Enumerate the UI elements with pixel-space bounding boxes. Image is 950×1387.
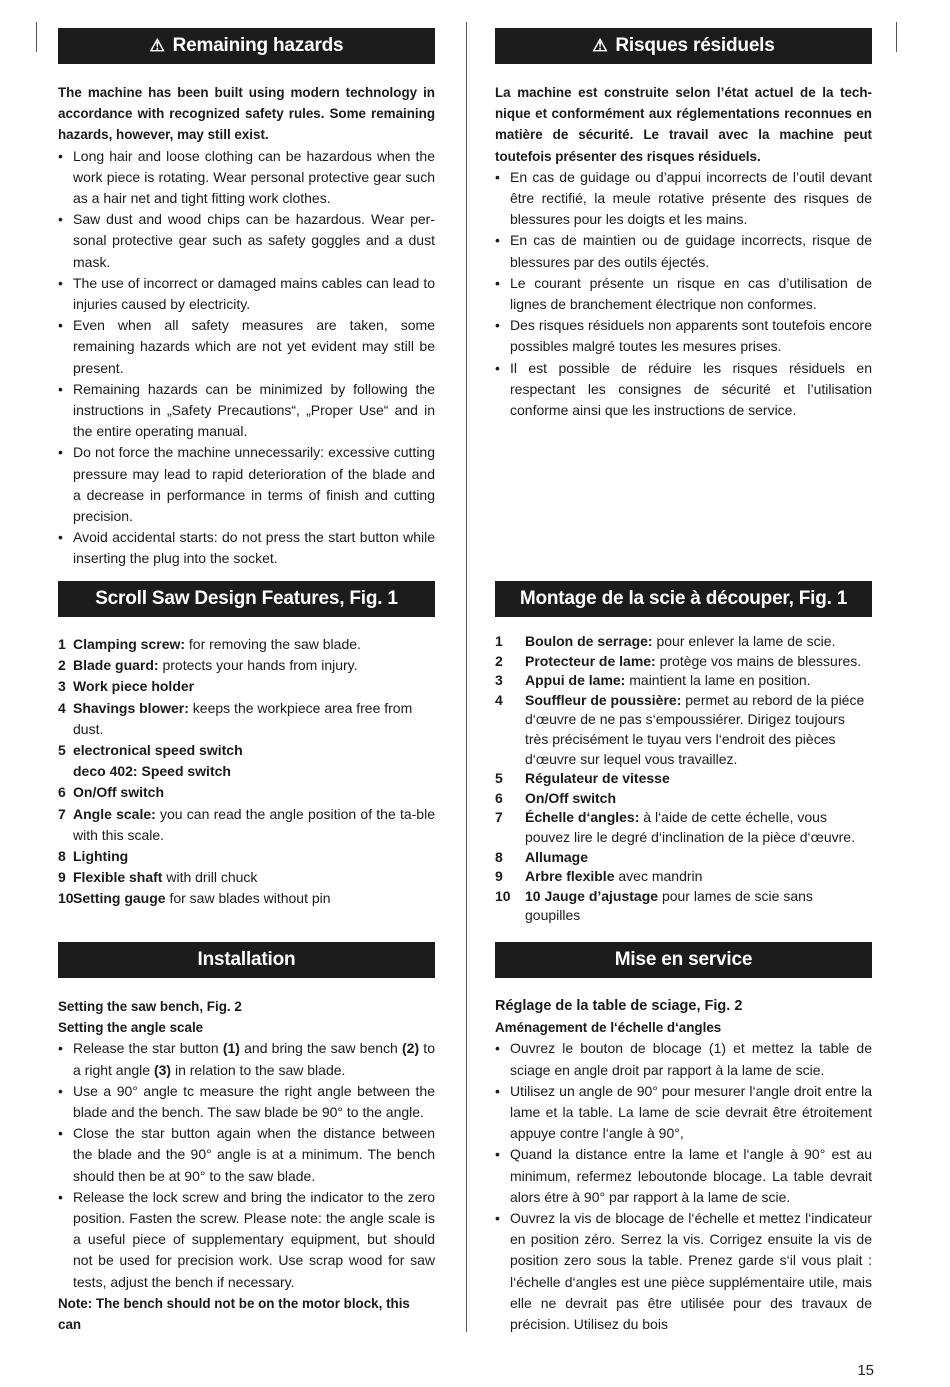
list-item: • Release the star button (1) and bring the saw bench (2) to a right angle (3) in relation to the saw blade. — [58, 1038, 435, 1080]
list-item: 6 On/Off switch — [58, 784, 164, 801]
list-item: 7 Angle scale: you can read the angle position of the ta-ble with this scale. — [58, 805, 435, 843]
list-item: 5 Régulateur de vitesse — [495, 770, 670, 787]
list-item: • Il est possible de réduire les risques résiduels en respectant les consignes de sécurité et l’utilisation conforme ainsi que les instructions de service. — [495, 358, 872, 422]
list-item: 3 Appui de lame: maintient la lame en position. — [495, 672, 811, 689]
list-item: • Do not force the machine unnecessarily: excessive cutting pressure may lead to rapid deterioration of the blade and a decrease in performance in terms of finish and cutting precision. — [58, 442, 435, 527]
section-header — [495, 942, 872, 978]
list-item: 7 Échelle d‘angles: à l‘aide de cette échelle, vous pouvez lire le degré d‘inclination de la pièce d‘œuvre. — [495, 809, 855, 845]
section-title: Installation — [197, 949, 296, 970]
section-header — [58, 581, 435, 617]
list-item: • Utilisez un angle de 90° pour mesurer l‘angle droit entre la lame et la table. La lame de scie devrait être étroitement appuye contre l‘angle à 90°, — [495, 1081, 872, 1145]
list-item: • Quand la distance entre la lame et l‘angle à 90° est au minimum, refermez leboutonde blocage. La table devrait alors étre à 90° par rapport à la lame de scie. — [495, 1144, 872, 1208]
list-item: 9 Arbre flexible avec mandrin — [495, 868, 703, 885]
note-text: Note: The bench should not be on the motor block, this can — [58, 1295, 410, 1333]
installation-list — [495, 1038, 872, 1335]
list-item: 2 Protecteur de lame: protège vos mains de blessures. — [495, 652, 862, 669]
list-item: 4 Shavings blower: keeps the workpiece area free from dust. — [58, 699, 413, 737]
list-item: • Even when all safety measures are taken, some remaining hazards which are not yet evident may still be present. — [58, 315, 435, 379]
list-item: • Ouvrez la vis de blocage de l‘échelle et mettez l‘indicateur en position zéro. Serrez la vis. Corrigez ensuite la vis de position zero sous la table. Prenez garde s‘il vous plait : l‘échelle d‘angles est une pièce supplémentaire utile, mais elle ne devrait pas être utilisée pour des travaux de précision. Utilisez du bois — [495, 1208, 872, 1335]
list-item: 8 Allumage — [495, 848, 589, 865]
list-item: • En cas de guidage ou d’appui incorrects de l’outil devant être rectifié, la meule rotative présente des risques de blessures pour les doigts et les mains. — [495, 167, 872, 231]
section-title: Montage de la scie à découper, Fig. 1 — [519, 588, 848, 609]
list-item: 1 Boulon de serrage: pour enlever la lame de scie. — [495, 633, 836, 649]
list-item: • Remaining hazards can be minimized by following the instructions in „Safety Precautions“, „Proper Use“ and in the entire operating manual. — [58, 379, 435, 443]
list-item: 3 Work piece holder — [58, 678, 195, 695]
risques-residuels-section — [495, 28, 872, 421]
list-item: • Avoid accidental starts: do not press the start button while inserting the plug into the socket. — [58, 527, 435, 569]
list-item: • Close the star button again when the distance between the blade and the 90° angle is at a minimum. The bench should then be at 90° to the saw blade. — [58, 1123, 435, 1187]
list-item: • Le courant présente un risque en cas d’utilisation de lignes de branchement électrique non conformes. — [495, 273, 872, 315]
section-title: Scroll Saw Design Features, Fig. 1 — [95, 588, 398, 609]
list-item: • Des risques résiduels non apparents sont toutefois encore possibles malgré toutes les mesures prises. — [495, 315, 872, 357]
features-list — [495, 632, 872, 926]
list-item: • Use a 90° angle tc measure the right angle between the blade and the bench. The saw blade be 90° to the angle. — [58, 1081, 435, 1123]
section-title: Mise en service — [614, 949, 753, 970]
section-header — [495, 581, 872, 617]
list-item: 10 Setting gauge for saw blades without pin — [58, 890, 331, 907]
installation-section — [58, 942, 435, 1335]
list-item: • Ouvrez le bouton de blocage (1) et mettez la table de sciage en angle droit par rapport à la lame de scie. — [495, 1038, 872, 1080]
subheading: Aménagement de l‘échelle d‘angles — [495, 1020, 722, 1036]
mise-en-service-section — [495, 942, 872, 1335]
hazard-list — [495, 167, 872, 421]
list-item: deco 402: Speed switch — [73, 763, 231, 780]
installation-list — [58, 1038, 435, 1292]
section-header — [58, 28, 435, 64]
list-item: • Release the lock screw and bring the indicator to the zero position. Fasten the screw. Please note: the angle scale is a useful piece of supplementary equipment, but should not be used for precision work. Use scrap wood for saw tests, adjust the bench if necessary. — [58, 1187, 435, 1293]
list-item: 10 10 Jauge d’ajustage pour lames de scie sans goupilles — [495, 887, 813, 924]
warning-triangle-icon: ⚠ — [592, 36, 608, 55]
right-margin-rule — [896, 22, 897, 52]
section-header — [58, 942, 435, 978]
list-item: 1 Clamping screw: for removing the saw blade. — [58, 636, 361, 652]
list-item: 9 Flexible shaft with drill chuck — [58, 869, 258, 886]
warning-triangle-icon: ⚠ — [149, 36, 165, 55]
design-features-section — [58, 581, 435, 910]
list-item: • The use of incorrect or damaged mains cables can lead to injuries caused by electricity. — [58, 273, 435, 315]
list-item: • Saw dust and wood chips can be hazardous. Wear per-sonal protective gear such as safety goggles and a dust mask. — [58, 209, 435, 273]
montage-section — [495, 581, 872, 926]
hazard-list — [58, 146, 435, 570]
subheading: Setting the angle scale — [58, 1020, 204, 1036]
list-item: 8 Lighting — [58, 848, 129, 865]
page-number: 15 — [857, 1362, 874, 1379]
intro-paragraph: La machine est construite selon l’état actuel de la tech-nique et conformément aux réglementations reconnues en matière de sécurité. Le travail avec la machine peut toutefois présenter des risques résiduels. — [495, 85, 872, 164]
list-item: • En cas de maintien ou de guidage incorrects, risque de blessures par des outils éjectés. — [495, 230, 872, 272]
list-item: 2 Blade guard: protects your hands from injury. — [58, 657, 358, 674]
list-item: 5 electronical speed switch — [58, 742, 243, 759]
intro-paragraph: The machine has been built using modern technology in accordance with recognized safety rules. Some remaining hazards, however, may still exist. — [58, 85, 435, 143]
section-title: Remaining hazards — [172, 35, 344, 56]
features-list — [58, 634, 435, 910]
list-item: 6 On/Off switch — [495, 789, 616, 806]
section-header — [495, 28, 872, 64]
subheading: Setting the saw bench, Fig. 2 — [58, 999, 242, 1014]
section-title: Risques résiduels — [615, 35, 775, 56]
column-divider — [466, 22, 467, 1332]
remaining-hazards-section — [58, 28, 435, 570]
list-item: 4 Souffleur de poussière: permet au rebord de la piéce d‘œuvre de ne pas s‘empoussiérer. Dirigez toujours très précisément le tuyau vers l‘endroit des pièces d‘œuvre sur lequel vous travaillez. — [495, 691, 865, 767]
list-item: • Long hair and loose clothing can be hazardous when the work piece is rotating. Wear personal protective gear such as a hair net and tight fitting work clothes. — [58, 146, 435, 210]
subheading: Réglage de la table de sciage, Fig. 2 — [495, 998, 743, 1014]
left-margin-rule — [36, 22, 37, 52]
